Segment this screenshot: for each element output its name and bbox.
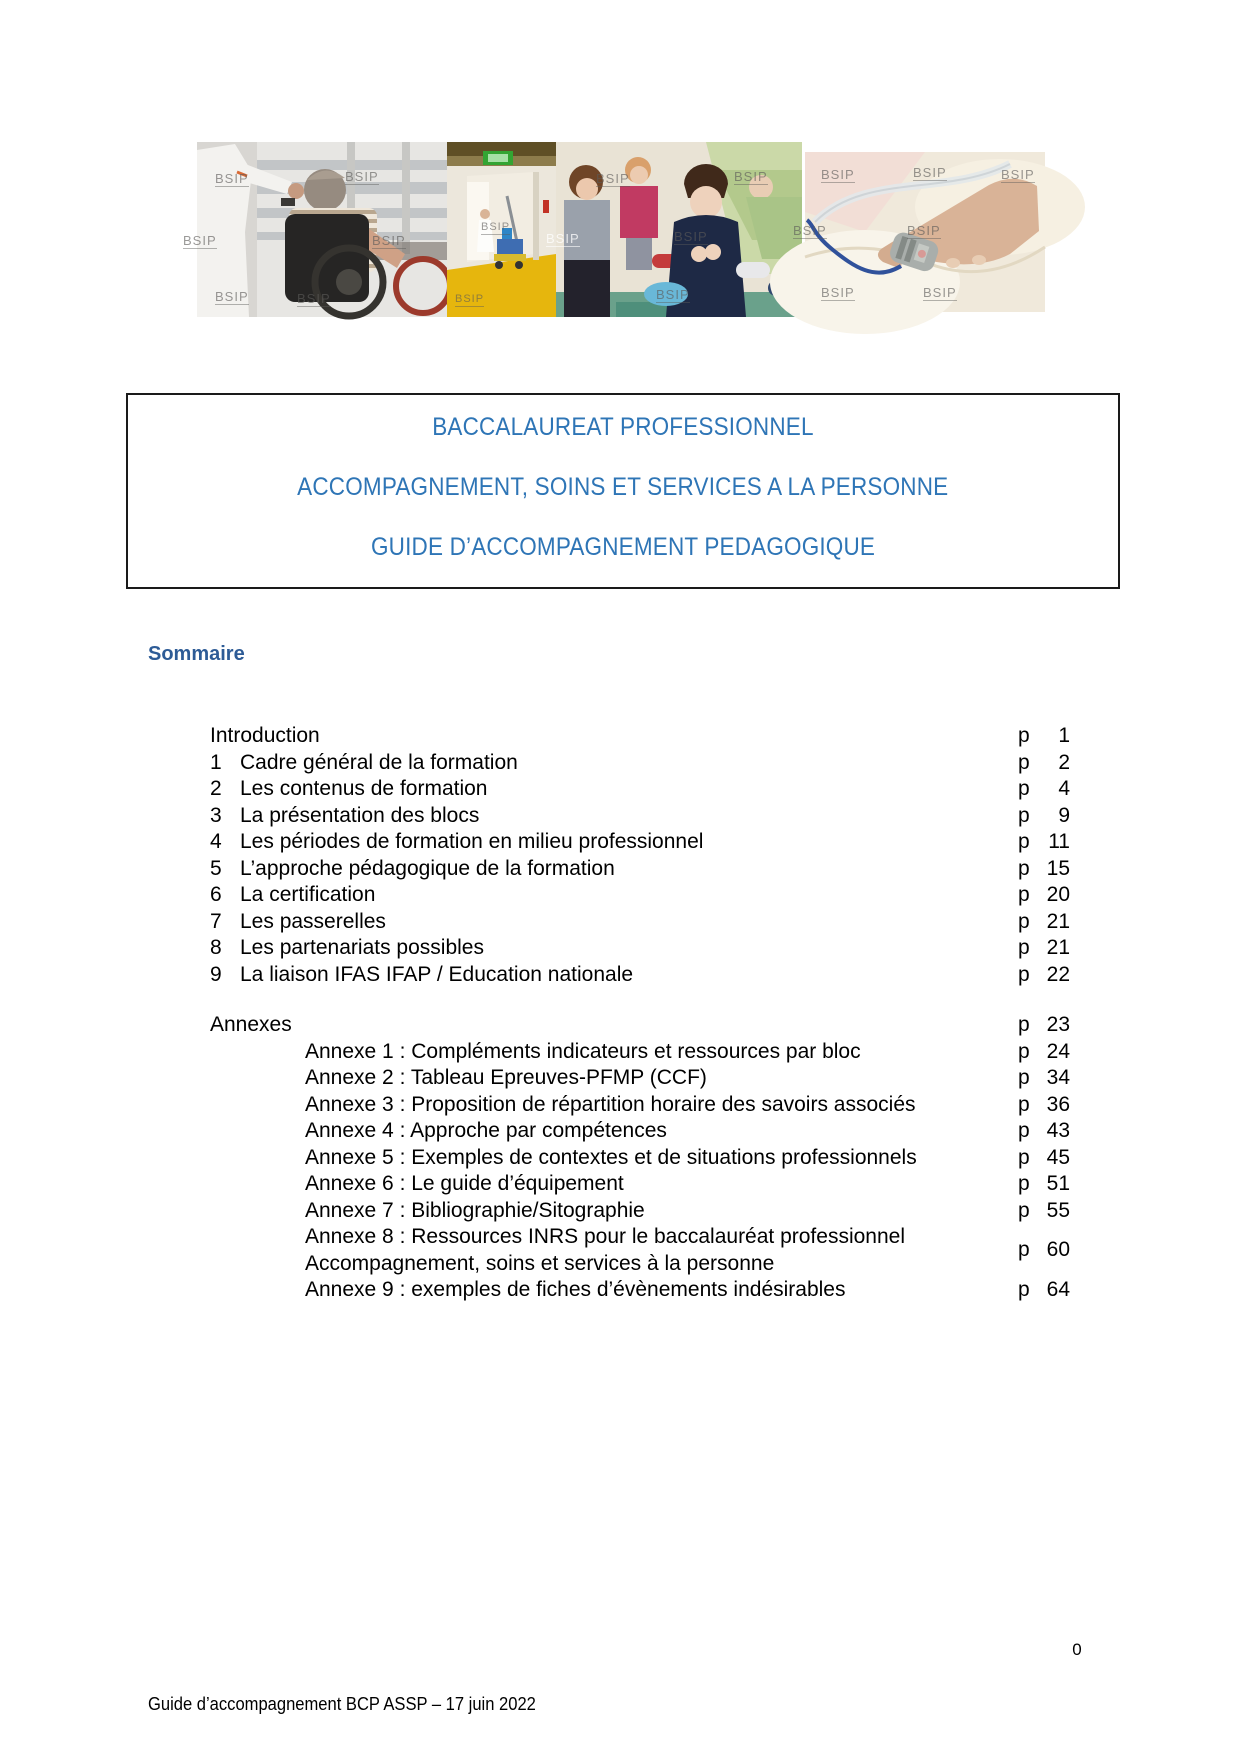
toc-entry-text — [210, 1039, 1018, 1066]
toc-entry-text — [210, 856, 1018, 883]
toc-entry-page — [1018, 1198, 1070, 1225]
toc-page-value: 4 — [1058, 777, 1070, 800]
toc-entry-text — [210, 1012, 1018, 1039]
bsip-watermark: BSIP — [481, 221, 511, 233]
toc-page-value: 20 — [1046, 883, 1070, 906]
toc-entry-page — [1018, 1012, 1070, 1039]
children-daycare-illustration — [556, 142, 802, 317]
toc-page-prefix: p — [1018, 1066, 1030, 1089]
sommaire-heading: Sommaire — [148, 643, 245, 665]
toc-page-value: 60 — [1046, 1238, 1070, 1262]
photo-banner — [183, 142, 1045, 317]
toc-entry-label: La certification — [240, 883, 376, 906]
hospital-corridor-photo — [447, 142, 556, 317]
bsip-watermark: BSIP — [596, 171, 630, 186]
toc-entry-text — [210, 1145, 1018, 1172]
toc-page-value: 21 — [1046, 936, 1070, 959]
footer-text: Guide d’accompagnement BCP ASSP – 17 juin 2022 — [148, 1694, 536, 1714]
toc-page-prefix: p — [1018, 1198, 1030, 1222]
toc-entry — [210, 1118, 1070, 1145]
toc-entry-page — [1018, 1171, 1070, 1198]
toc-entry-text — [210, 962, 1018, 989]
toc-annexes — [210, 1039, 1070, 1304]
bsip-watermark: BSIP — [923, 285, 957, 300]
toc-page-value: 1 — [1058, 724, 1070, 747]
bsip-watermark: BSIP — [821, 167, 855, 182]
toc-page-prefix: p — [1018, 830, 1030, 853]
toc-entry-label: La présentation des blocs — [240, 803, 480, 827]
toc-entry-page — [1018, 750, 1070, 777]
toc-entry — [210, 776, 1070, 803]
toc-entry-label: Les contenus de formation — [240, 777, 488, 800]
toc-entry — [210, 1065, 1070, 1092]
toc-entry-page — [1018, 1039, 1070, 1066]
toc-entry-label: Annexe 8 : Ressources INRS pour le baccalauréat professionnel Accompagnement, soins et services à la personne — [305, 1225, 905, 1275]
toc-entry-label: Les partenariats possibles — [240, 936, 484, 959]
toc-page-value: 34 — [1046, 1066, 1070, 1089]
hand-oximeter-photo — [793, 152, 1045, 312]
toc-entry — [210, 1277, 1070, 1304]
bsip-watermark: BSIP — [455, 293, 485, 305]
toc-entry-page — [1018, 882, 1070, 909]
bsip-watermark: BSIP — [913, 165, 947, 180]
toc-page-prefix: p — [1018, 1172, 1030, 1195]
bsip-watermark: BSIP — [215, 289, 249, 304]
toc-entry-label: Annexe 3 : Proposition de répartition horaire des savoirs associés — [305, 1092, 916, 1116]
toc-entry-text — [210, 1065, 1018, 1092]
toc-page-prefix: p — [1018, 962, 1030, 986]
toc-page-prefix: p — [1018, 883, 1030, 906]
toc-page-prefix: p — [1018, 936, 1030, 959]
toc-entry — [210, 803, 1070, 830]
toc-entry-text — [210, 1092, 1018, 1119]
toc-entry-number: 9 — [210, 962, 222, 986]
bsip-watermark: BSIP — [907, 223, 941, 238]
toc-entry-label: Annexe 4 : Approche par compétences — [305, 1119, 667, 1142]
toc-page-value: 9 — [1058, 803, 1070, 827]
toc-entry-label: Annexe 1 : Compléments indicateurs et ressources par bloc — [305, 1039, 861, 1063]
bsip-watermark: BSIP — [821, 285, 855, 300]
bsip-watermark: BSIP — [215, 171, 249, 186]
toc-entry — [210, 1198, 1070, 1225]
toc-entry — [210, 750, 1070, 777]
toc-page-value: 21 — [1046, 909, 1070, 933]
caregiver-wheelchair-photo — [183, 142, 447, 317]
toc-page-prefix: p — [1018, 750, 1030, 774]
toc-entry-label: Introduction — [210, 724, 320, 747]
toc-entry-number: 7 — [210, 909, 222, 933]
toc-entry-label: Annexes — [210, 1013, 292, 1036]
toc-page-prefix: p — [1018, 1119, 1030, 1142]
toc-page-value: 55 — [1046, 1198, 1070, 1222]
toc-page-prefix: p — [1018, 1013, 1030, 1036]
toc-entry-page — [1018, 776, 1070, 803]
toc-entry-text — [210, 1118, 1018, 1145]
toc-entry-label: Annexe 2 : Tableau Epreuves-PFMP (CCF) — [305, 1066, 707, 1089]
bsip-watermark: BSIP — [345, 169, 379, 184]
toc-entry-label: Annexe 5 : Exemples de contextes et de situations professionnels — [305, 1145, 917, 1169]
toc-page-prefix: p — [1018, 724, 1030, 747]
toc-gap — [210, 988, 1070, 1012]
toc-entry-page — [1018, 1277, 1070, 1304]
title-line-2: ACCOMPAGNEMENT, SOINS ET SERVICES A LA PERSONNE — [297, 472, 949, 501]
toc-entry-number: 4 — [210, 830, 222, 853]
toc-annexes-header — [210, 1012, 1070, 1039]
toc-entry-label: Annexe 6 : Le guide d’équipement — [305, 1172, 624, 1195]
toc-entry — [210, 1145, 1070, 1172]
toc-entry-label: Cadre général de la formation — [240, 750, 518, 774]
bsip-watermark: BSIP — [183, 233, 217, 248]
title-line-3: GUIDE D’ACCOMPAGNEMENT PEDAGOGIQUE — [370, 532, 876, 561]
toc-entry-text — [210, 1171, 1018, 1198]
toc-entry-number: 1 — [210, 750, 222, 774]
toc-main — [210, 723, 1070, 988]
bsip-watermark: BSIP — [1001, 167, 1035, 182]
toc-entry-number: 2 — [210, 777, 222, 800]
title-box — [126, 393, 1120, 589]
bsip-watermark: BSIP — [546, 231, 580, 246]
toc-page-prefix: p — [1018, 1092, 1030, 1116]
toc-entry — [210, 935, 1070, 962]
children-daycare-photo — [546, 142, 802, 317]
toc-page-value: 2 — [1058, 750, 1070, 774]
toc-page-value: 22 — [1046, 962, 1070, 986]
toc-entry — [210, 882, 1070, 909]
toc-entry-number: 3 — [210, 803, 222, 827]
toc-entry-text — [210, 935, 1018, 962]
page-number: 0 — [1072, 1640, 1082, 1659]
toc-page-value: 11 — [1048, 830, 1070, 853]
bsip-watermark: BSIP — [734, 169, 768, 184]
toc-entry — [210, 962, 1070, 989]
toc-entry-page — [1018, 1237, 1070, 1264]
toc-entry-number: 8 — [210, 936, 222, 959]
toc-page-prefix: p — [1018, 1039, 1030, 1063]
toc-entry-number: 5 — [210, 856, 222, 880]
caregiver-wheelchair-illustration — [197, 142, 447, 317]
toc-entry-text — [210, 1224, 1018, 1277]
toc-entry-text — [210, 1277, 1018, 1304]
toc-entry-text — [210, 909, 1018, 936]
toc-entry-text — [210, 776, 1018, 803]
toc-entry-label: Annexe 9 : exemples de fiches d’évènements indésirables — [305, 1278, 846, 1301]
toc-entry — [210, 1092, 1070, 1119]
toc-entry-text — [210, 803, 1018, 830]
bsip-watermark: BSIP — [297, 291, 331, 306]
toc-entry — [210, 856, 1070, 883]
toc-page-value: 51 — [1046, 1172, 1070, 1195]
bsip-watermark: BSIP — [656, 287, 690, 302]
bsip-watermark: BSIP — [372, 233, 406, 248]
toc-entry-page — [1018, 723, 1070, 750]
toc-entry-text — [210, 1198, 1018, 1225]
title-line-1: BACCALAUREAT PROFESSIONNEL — [432, 412, 814, 441]
toc-page-prefix: p — [1018, 803, 1030, 827]
toc-entry-text — [210, 723, 1018, 750]
toc-entry-label: Les passerelles — [240, 909, 386, 933]
toc-entry-page — [1018, 962, 1070, 989]
toc-page-value: 23 — [1046, 1013, 1070, 1036]
toc-entry-page — [1018, 1065, 1070, 1092]
toc-entry — [210, 1171, 1070, 1198]
toc-entry-page — [1018, 856, 1070, 883]
toc-entry — [210, 829, 1070, 856]
toc-entry-text — [210, 882, 1018, 909]
toc-page-value: 45 — [1046, 1145, 1070, 1169]
toc-entry-page — [1018, 1145, 1070, 1172]
toc-page-value: 64 — [1046, 1278, 1070, 1301]
toc-page-prefix: p — [1018, 856, 1030, 880]
toc-entry-label: L’approche pédagogique de la formation — [240, 856, 615, 880]
toc-entry-label: La liaison IFAS IFAP / Education nationale — [240, 962, 634, 986]
toc-page-prefix: p — [1018, 1145, 1030, 1169]
toc-entry — [210, 909, 1070, 936]
toc-entry-text — [210, 829, 1018, 856]
table-of-contents — [210, 723, 1070, 1304]
toc-entry — [210, 1012, 1070, 1039]
toc-entry-page — [1018, 909, 1070, 936]
toc-entry-number: 6 — [210, 883, 222, 906]
toc-entry-label: Annexe 7 : Bibliographie/Sitographie — [305, 1198, 645, 1222]
toc-entry-page — [1018, 1092, 1070, 1119]
bsip-watermark: BSIP — [674, 229, 708, 244]
toc-entry-page — [1018, 829, 1070, 856]
toc-page-prefix: p — [1018, 777, 1030, 800]
toc-entry-page — [1018, 935, 1070, 962]
toc-entry-text — [210, 750, 1018, 777]
toc-entry — [210, 1039, 1070, 1066]
toc-entry-page — [1018, 1118, 1070, 1145]
toc-page-value: 43 — [1046, 1119, 1070, 1142]
hand-oximeter-illustration — [805, 152, 1045, 312]
toc-page-prefix: p — [1018, 1238, 1030, 1262]
toc-entry — [210, 1224, 1070, 1277]
toc-entry — [210, 723, 1070, 750]
toc-page-value: 24 — [1046, 1039, 1070, 1063]
toc-entry-page — [1018, 803, 1070, 830]
toc-page-value: 36 — [1046, 1092, 1070, 1116]
toc-page-prefix: p — [1018, 909, 1030, 933]
hospital-corridor-illustration — [447, 142, 556, 317]
toc-page-value: 15 — [1046, 856, 1070, 880]
bsip-watermark: BSIP — [793, 223, 827, 238]
toc-page-prefix: p — [1018, 1278, 1030, 1301]
toc-entry-label: Les périodes de formation en milieu professionnel — [240, 830, 704, 853]
